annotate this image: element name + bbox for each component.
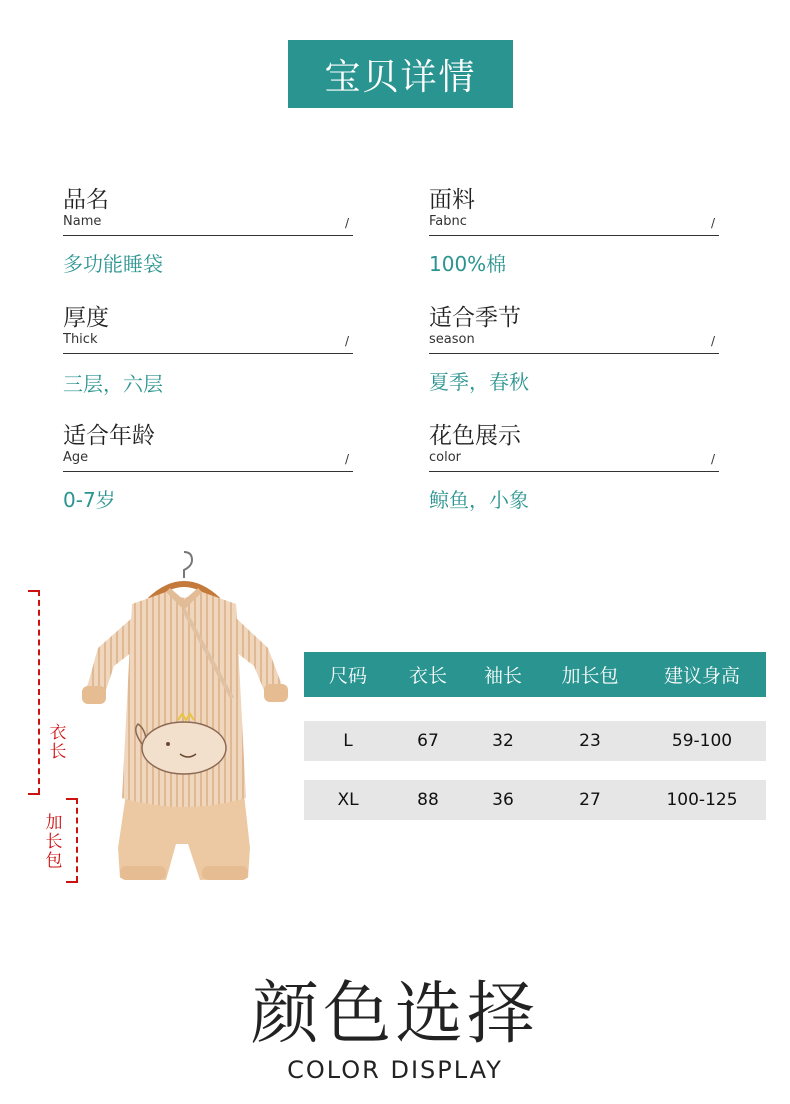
attr-label-cn: 品名 [63,187,109,213]
length-measure-line [38,590,40,794]
table-cell: 32 [492,731,514,751]
attr-value: 夏季，春秋 [429,370,529,394]
extension-measure-line [76,798,78,882]
attr-slash: / [710,216,715,230]
table-cell: 23 [579,731,601,751]
attr-value: 鲸鱼，小象 [429,488,529,512]
col-header: 建议身高 [663,665,740,687]
table-row [304,721,766,761]
attr-label-en: Thick [63,332,98,347]
table-cell: 36 [492,790,514,810]
col-header: 袖长 [483,665,522,687]
attr-label-cn: 花色展示 [429,423,521,449]
attr-label-cn: 厚度 [63,305,109,331]
divider [63,235,353,236]
length-label: 衣长 [49,723,67,762]
sleep-sack-image [80,548,290,888]
attr-label-en: Name [63,214,102,229]
col-header: 尺码 [328,665,367,687]
attr-label-cn: 适合年龄 [63,423,155,449]
table-header [304,652,766,697]
attr-label-cn: 适合季节 [429,305,521,331]
table-cell: 100-125 [666,790,738,810]
divider [429,353,719,354]
attr-label-cn: 面料 [429,187,475,213]
attr-slash: / [344,216,349,230]
attr-season [429,304,719,394]
table-cell: L [343,731,353,751]
attr-pattern [429,422,719,512]
table-cell: 27 [579,790,601,810]
attr-label-en: Fabnc [429,214,467,229]
table-cell: 59-100 [671,731,733,751]
color-section-subtitle: COLOR DISPLAY [287,1056,503,1084]
attr-slash: / [344,452,349,466]
attr-slash: / [710,334,715,348]
divider [429,235,719,236]
attr-value: 多功能睡袋 [63,252,163,276]
measure-cap-bottom [66,881,78,883]
attr-value: 0-7岁 [63,488,116,512]
divider [63,353,353,354]
attr-fabric [429,186,719,276]
table-cell: 67 [417,731,439,751]
attr-slash: / [710,452,715,466]
attr-name [63,186,353,276]
attr-slash: / [344,334,349,348]
divider [63,471,353,472]
attr-label-en: season [429,332,475,347]
divider [429,471,719,472]
table-cell: 88 [417,790,439,810]
attr-value: 三层，六层 [63,372,163,396]
measure-cap-bottom [28,793,40,795]
size-table [304,652,766,810]
attr-label-en: Age [63,450,89,465]
attr-thickness [63,304,353,396]
color-section-title: 颜色选择 [250,975,539,1054]
attr-label-en: color [429,450,462,465]
col-header: 加长包 [561,665,619,687]
table-cell: XL [337,790,359,810]
attr-value: 100%棉 [429,252,507,276]
table-row [304,780,766,820]
section-title-product-details: 宝贝详情 [288,40,513,108]
extension-label: 加长包 [45,813,63,871]
attr-age [63,422,353,512]
col-header: 衣长 [408,665,447,687]
